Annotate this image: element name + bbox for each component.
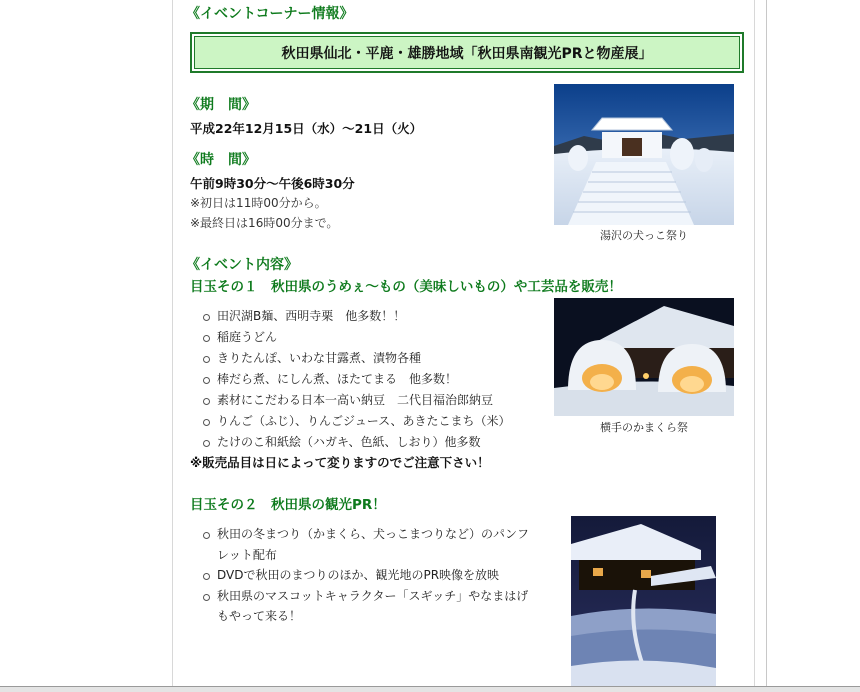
- list-item: 田沢湖B麺、西明寺栗 他多数！！: [203, 306, 548, 327]
- period-dates: 平成22年12月15日（水）～21日（火）: [190, 121, 423, 136]
- night-onsen-photo: [571, 516, 716, 686]
- kamakura-festival-caption: 横手のかまくら祭: [600, 421, 688, 434]
- feature2-list: [203, 524, 539, 627]
- window-edge-line: [766, 0, 767, 686]
- event-content-heading: 《イベント内容》: [186, 257, 298, 273]
- page-frame-right-border: [754, 0, 755, 686]
- list-item: 素材にこだわる日本一高い納豆 二代目福治郎納豆: [203, 390, 548, 411]
- event-corner-heading: 《イベントコーナー情報》: [186, 6, 354, 22]
- time-hours: 午前9時30分～午後6時30分: [190, 176, 355, 191]
- kamakura-festival-photo: [554, 298, 734, 416]
- time-heading: 《時 間》: [186, 152, 256, 168]
- inukko-festival-caption: 湯沢の犬っこ祭り: [600, 229, 688, 242]
- list-item: りんご（ふじ）、りんごジュース、あきたこまち（米）: [203, 411, 548, 432]
- feature1-list: [203, 306, 548, 453]
- inukko-festival-photo: [554, 84, 734, 225]
- feature1-heading: 目玉その１ 秋田県のうめぇ～もの（美味しいもの）や工芸品を販売！: [190, 279, 622, 295]
- list-item: 棒だら煮、にしん煮、ほたてまる 他多数！: [203, 369, 548, 390]
- period-heading: 《期 間》: [186, 97, 256, 113]
- list-item: たけのこ和紙絵（ハガキ、色紙、しおり）他多数: [203, 432, 548, 453]
- event-title-box: [190, 32, 744, 73]
- list-item: DVDで秋田のまつりのほか、観光地のPR映像を放映: [203, 565, 539, 586]
- list-item: 秋田の冬まつり（かまくら、犬っこまつりなど）のパンフレット配布: [203, 524, 539, 565]
- list-item: 稲庭うどん: [203, 327, 548, 348]
- event-title: 秋田県仙北・平鹿・雄勝地域「秋田県南観光PRと物産展」: [194, 36, 740, 69]
- list-item: きりたんぽ、いわな甘露煮、漬物各種: [203, 348, 548, 369]
- feature1-note: ※販売品目は日によって変りますのでご注意下さい！: [190, 455, 490, 470]
- page-frame-left-border: [172, 0, 173, 686]
- time-note-last-day: ※最終日は16時00分まで。: [190, 216, 339, 230]
- window-bottom-bar: [0, 686, 860, 692]
- time-note-first-day: ※初日は11時00分から。: [190, 196, 327, 210]
- list-item: 秋田県のマスコットキャラクター「スギッチ」やなまはげもやって来る！: [203, 586, 539, 627]
- feature2-heading: 目玉その２ 秋田県の観光PR！: [190, 497, 386, 513]
